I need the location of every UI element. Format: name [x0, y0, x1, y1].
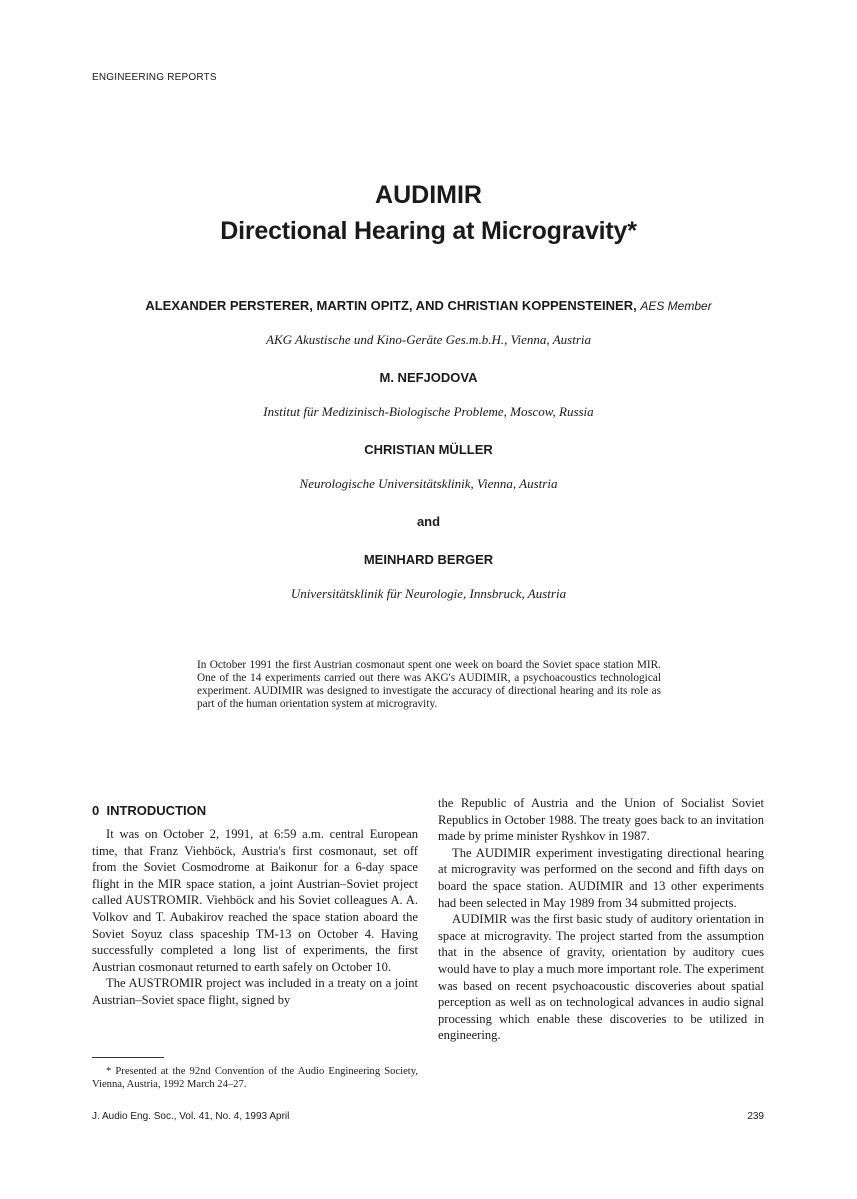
- author-names-1: ALEXANDER PERSTERER, MARTIN OPITZ, AND CHRISTIAN KOPPENSTEINER,: [145, 298, 637, 313]
- paragraph: the Republic of Austria and the Union of Socialist Soviet Republics in October 1988. The treaty goes back to an invitation made by prime minister Ryshkov in 1987.: [438, 796, 764, 844]
- author-conjunction: and: [416, 514, 441, 529]
- paragraph: AUDIMIR was the first basic study of auditory orientation in space at microgravity. The project started from the assumption that in the absence of gravity, orientation by auditory cues would have to play a much more important role. The experiment was based on recent psychoacoustic discoveries about spatial perception as well as on technological advances in audio signal processing which enable these discoveries to be utilized in engineering.: [438, 912, 764, 1043]
- aes-membership: AES Member: [640, 299, 712, 313]
- affiliation-4: Universitätsklinik für Neurologie, Innsbruck, Austria: [290, 586, 567, 601]
- affiliation-3: Neurologische Universitätsklinik, Vienna, Austria: [299, 476, 558, 491]
- paragraph: The AUSTROMIR project was included in a treaty on a joint Austrian–Soviet space flight, signed by: [92, 976, 418, 1007]
- section-title: INTRODUCTION: [106, 803, 207, 818]
- author-group-1: [0, 298, 857, 313]
- section-heading: [92, 803, 206, 818]
- footnote-divider: [92, 1057, 164, 1058]
- affiliation-1: AKG Akustische und Kino-Geräte Ges.m.b.H., Vienna, Austria: [266, 332, 591, 347]
- paper-subtitle: Directional Hearing at Microgravity*: [220, 217, 637, 245]
- author-name-4: MEINHARD BERGER: [363, 552, 494, 567]
- affiliation-2: Institut für Medizinisch-Biologische Probleme, Moscow, Russia: [263, 404, 594, 419]
- author-name-2: M. NEFJODOVA: [379, 370, 478, 385]
- body-column-right: [438, 795, 764, 1044]
- paper-title: AUDIMIR: [375, 181, 482, 209]
- author-name-3: CHRISTIAN MÜLLER: [364, 442, 493, 457]
- body-column-left: [92, 826, 418, 1009]
- abstract: In October 1991 the first Austrian cosmonaut spent one week on board the Soviet space station MIR. One of the 14 experiments carried out there was AKG's AUDIMIR, a psychoacoustics technological experiment. AUDIMIR was designed to investigate the accuracy of directional hearing and its role as part of the human orientation system at microgravity.: [197, 659, 661, 710]
- footnote: * Presented at the 92nd Convention of the Audio Engineering Society, Vienna, Austria, 1992 March 24–27.: [92, 1066, 418, 1090]
- running-header: ENGINEERING REPORTS: [92, 72, 217, 83]
- paragraph: The AUDIMIR experiment investigating directional hearing at microgravity was performed on the second and fifth days on board the space station. AUDIMIR and 13 other experiments had been selected in May 1989 from 34 submitted projects.: [438, 845, 764, 910]
- section-number: 0: [92, 803, 100, 818]
- journal-citation: J. Audio Eng. Soc., Vol. 41, No. 4, 1993 April: [92, 1111, 290, 1122]
- page-number: 239: [747, 1111, 764, 1122]
- paragraph: It was on October 2, 1991, at 6:59 a.m. central European time, that Franz Viehböck, Austria's first cosmonaut, set off from the Soviet Cosmodrome at Baikonur for a 6-day space flight in the MIR space station, a joint Austrian–Soviet project called AUSTROMIR. Viehböck and his Soviet colleagues A. A. Volkov and T. Aubakirov reached the space station aboard the Soviet Soyuz class spaceship TM-13 on October 4. Having successfully completed a long list of experiments, the first Austrian cosmonaut returned to earth safely on October 10.: [92, 827, 418, 974]
